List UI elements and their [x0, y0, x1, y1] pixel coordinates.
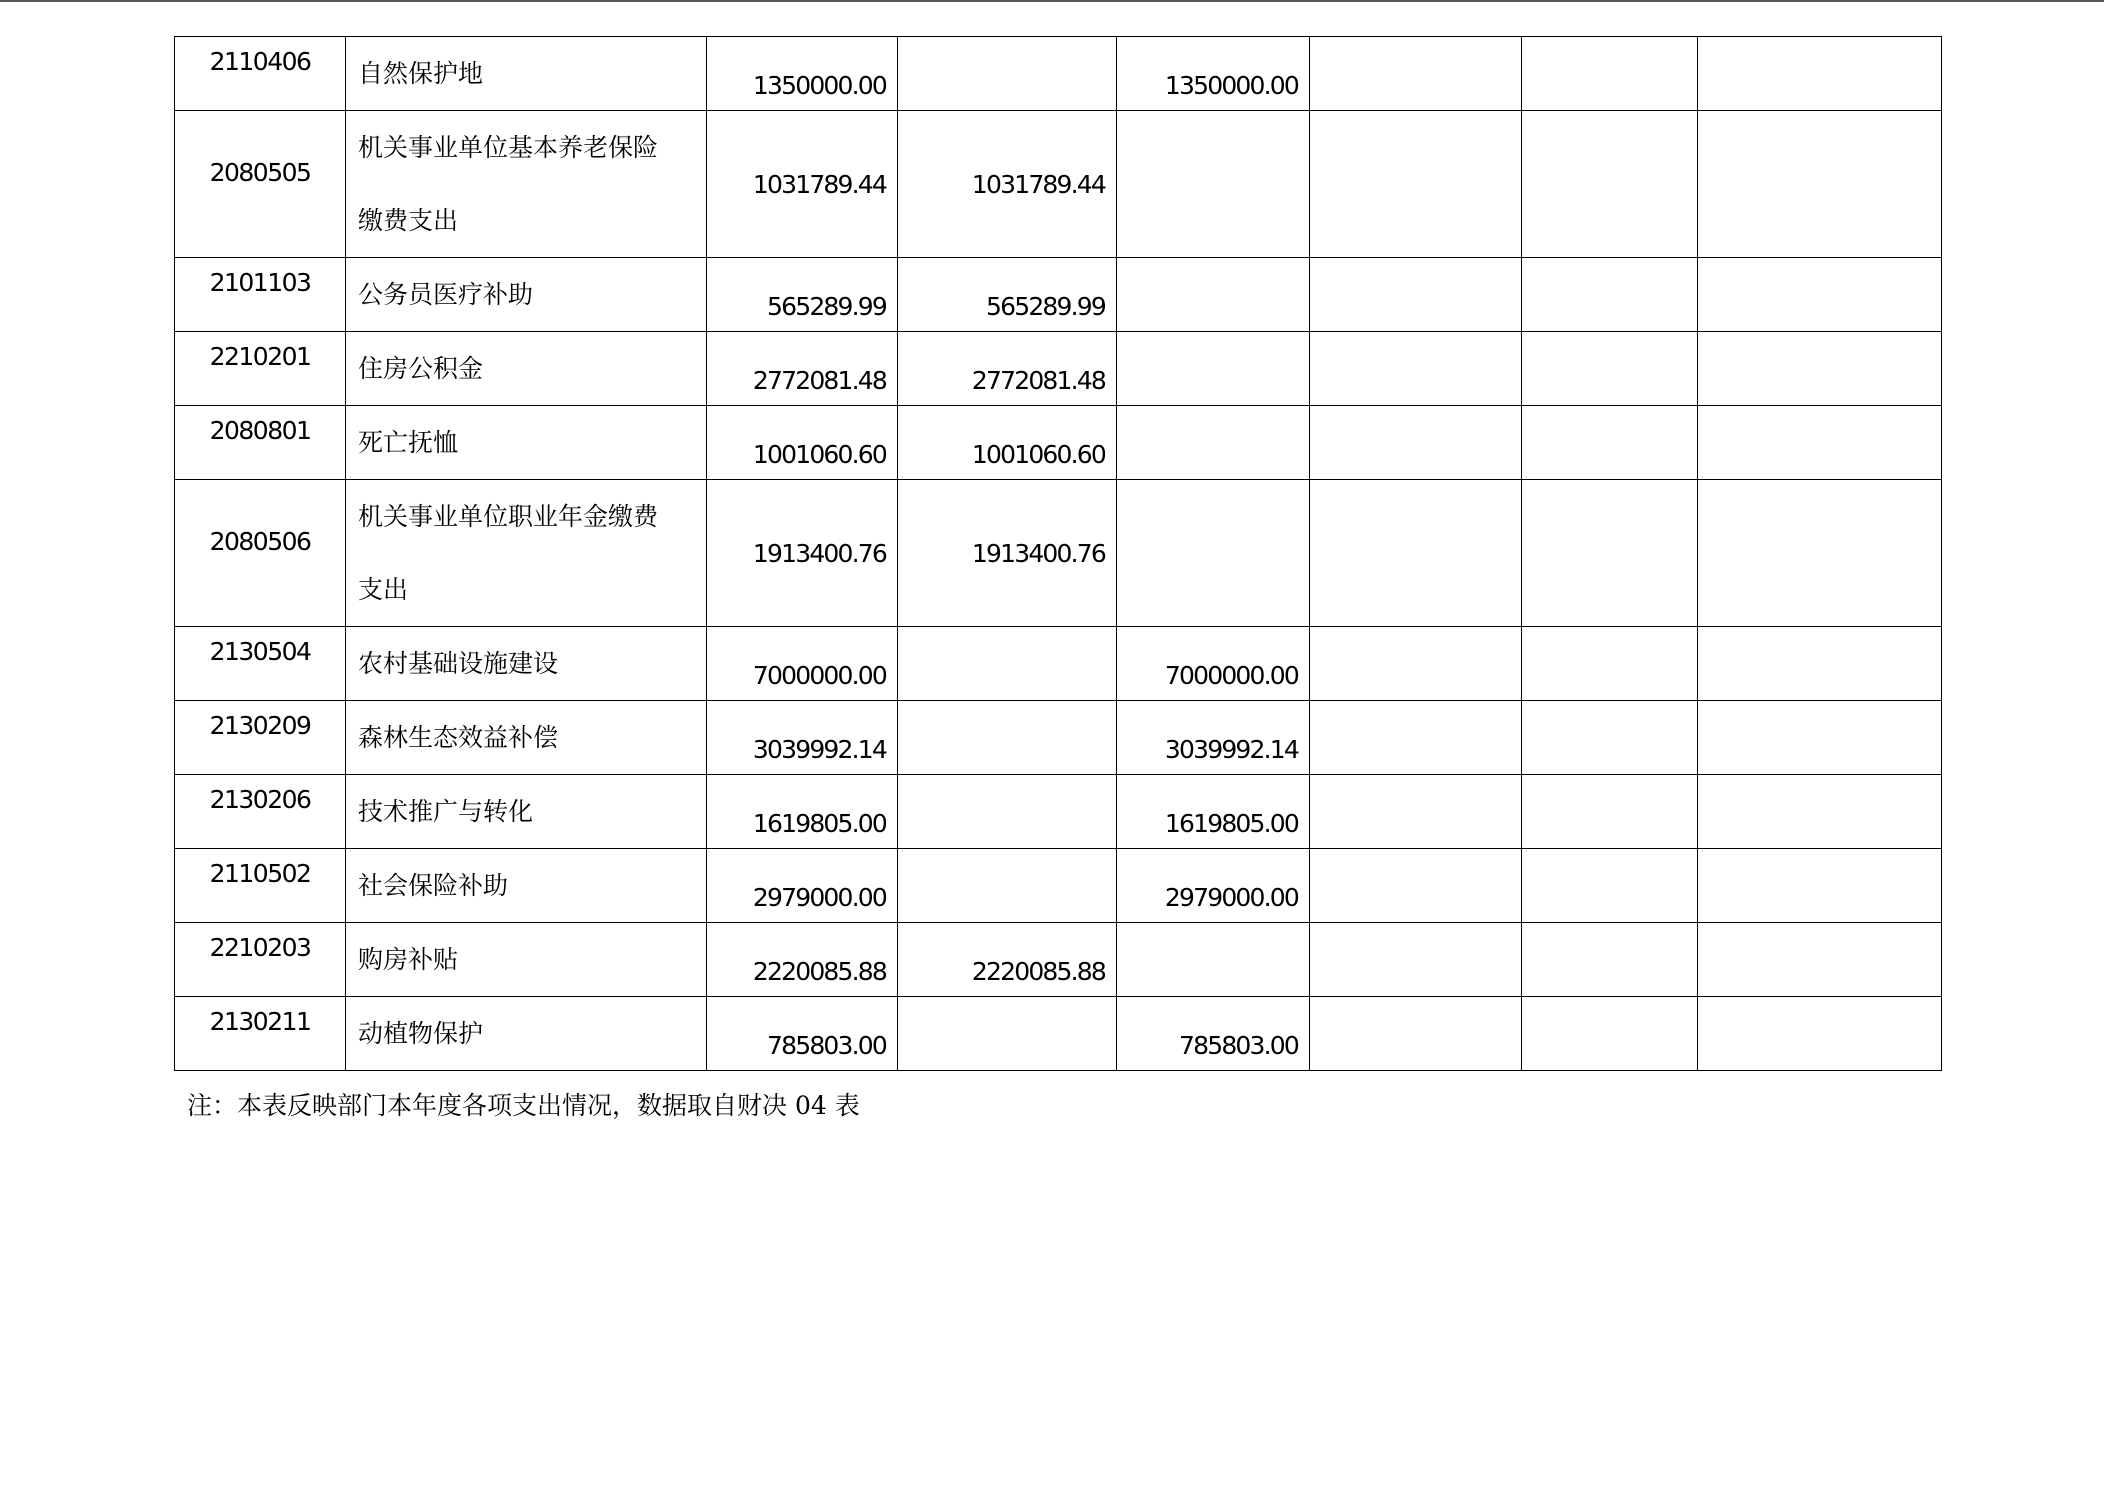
- table-row: [175, 997, 1942, 1071]
- cell-project: [1117, 923, 1310, 997]
- cell-col8: [1698, 406, 1942, 480]
- cell-col8: [1698, 111, 1942, 258]
- cell-col6: [1310, 923, 1522, 997]
- table-row: [175, 37, 1942, 111]
- cell-subject-code-text: 2130206: [209, 785, 311, 814]
- cell-basic: [898, 627, 1117, 701]
- cell-project: [1117, 258, 1310, 332]
- cell-subject-name: [346, 111, 707, 258]
- cell-project: [1117, 627, 1310, 701]
- cell-total: [707, 627, 898, 701]
- cell-col6: [1310, 627, 1522, 701]
- cell-subject-name: [346, 406, 707, 480]
- cell-subject-code: [175, 37, 346, 111]
- cell-subject-code-text: 2210201: [209, 342, 311, 371]
- cell-subject-name: [346, 332, 707, 406]
- cell-project: [1117, 997, 1310, 1071]
- cell-subject-code: [175, 111, 346, 258]
- cell-subject-name: [346, 701, 707, 775]
- cell-col6: [1310, 701, 1522, 775]
- cell-col8: [1698, 37, 1942, 111]
- cell-basic: [898, 258, 1117, 332]
- cell-basic: [898, 997, 1117, 1071]
- cell-total-text: 1031789.44: [752, 169, 886, 199]
- cell-project-text: 3039992.14: [1164, 735, 1298, 764]
- cell-subject-code: [175, 258, 346, 332]
- cell-subject-name: [346, 923, 707, 997]
- cell-col7: [1522, 37, 1698, 111]
- cell-col7: [1522, 775, 1698, 849]
- cell-total-text: 565289.99: [767, 292, 886, 321]
- subject-name-line: 自然保护地: [358, 59, 484, 88]
- cell-subject-name: [346, 37, 707, 111]
- subject-name-line: 缴费支出: [358, 206, 459, 235]
- cell-total-text: 2979000.00: [752, 883, 886, 912]
- cell-total-text: 2772081.48: [752, 366, 886, 395]
- cell-total-text: 7000000.00: [752, 661, 886, 690]
- cell-total-text: 2220085.88: [752, 957, 886, 986]
- subject-name-line: 支出: [358, 575, 409, 604]
- table-row: [175, 701, 1942, 775]
- cell-total-text: 3039992.14: [752, 735, 886, 764]
- cell-subject-code-text: 2130209: [209, 711, 311, 740]
- cell-total: [707, 258, 898, 332]
- table-row: [175, 923, 1942, 997]
- cell-project: [1117, 37, 1310, 111]
- cell-subject-name: [346, 775, 707, 849]
- subject-name-line: 社会保险补助: [358, 871, 509, 900]
- cell-project: [1117, 775, 1310, 849]
- cell-subject-code: [175, 480, 346, 627]
- cell-col8: [1698, 923, 1942, 997]
- subject-name-line: 技术推广与转化: [358, 797, 534, 826]
- cell-col6: [1310, 111, 1522, 258]
- cell-col6: [1310, 849, 1522, 923]
- cell-col7: [1522, 111, 1698, 258]
- cell-total: [707, 923, 898, 997]
- cell-col6: [1310, 258, 1522, 332]
- subject-name-line: 购房补贴: [358, 945, 459, 974]
- cell-project-text: 1619805.00: [1164, 809, 1298, 838]
- cell-subject-name: [346, 849, 707, 923]
- table-row: [175, 849, 1942, 923]
- cell-subject-name: [346, 258, 707, 332]
- cell-basic-text: 1001060.60: [971, 440, 1105, 469]
- subject-name-line: 机关事业单位基本养老保险: [358, 133, 659, 162]
- cell-project: [1117, 332, 1310, 406]
- cell-basic: [898, 849, 1117, 923]
- cell-subject-code: [175, 775, 346, 849]
- cell-total-text: 1619805.00: [752, 809, 886, 838]
- cell-total: [707, 406, 898, 480]
- cell-total-text: 1913400.76: [752, 538, 886, 568]
- cell-project-text: 7000000.00: [1164, 661, 1298, 690]
- subject-name-line: 动植物保护: [358, 1019, 484, 1048]
- table-row: [175, 258, 1942, 332]
- cell-subject-name: [346, 627, 707, 701]
- cell-subject-name: [346, 480, 707, 627]
- cell-project-text: 1350000.00: [1164, 71, 1298, 100]
- cell-basic: [898, 37, 1117, 111]
- subject-name-line: 农村基础设施建设: [358, 649, 559, 678]
- cell-subject-code-text: 2101103: [209, 268, 311, 297]
- cell-project: [1117, 111, 1310, 258]
- cell-subject-code: [175, 923, 346, 997]
- cell-col7: [1522, 480, 1698, 627]
- cell-total: [707, 332, 898, 406]
- cell-col6: [1310, 775, 1522, 849]
- cell-total-text: 1001060.60: [752, 440, 886, 469]
- table-row: [175, 406, 1942, 480]
- cell-subject-code-text: 2130504: [209, 637, 311, 666]
- cell-subject-code: [175, 701, 346, 775]
- cell-basic: [898, 480, 1117, 627]
- cell-subject-code: [175, 997, 346, 1071]
- cell-subject-code-text: 2080801: [209, 416, 311, 445]
- cell-col7: [1522, 997, 1698, 1071]
- cell-subject-code-text: 2080506: [209, 526, 311, 556]
- subject-name-line: 住房公积金: [358, 354, 484, 383]
- table-row: [175, 332, 1942, 406]
- subject-name-line: 机关事业单位职业年金缴费: [358, 502, 659, 531]
- table-row: [175, 775, 1942, 849]
- cell-col7: [1522, 849, 1698, 923]
- cell-col8: [1698, 332, 1942, 406]
- cell-basic: [898, 775, 1117, 849]
- cell-subject-code: [175, 332, 346, 406]
- cell-col8: [1698, 701, 1942, 775]
- subject-name-line: 公务员医疗补助: [358, 280, 534, 309]
- cell-project: [1117, 701, 1310, 775]
- cell-project: [1117, 849, 1310, 923]
- cell-col8: [1698, 997, 1942, 1071]
- subject-name-line: 死亡抚恤: [358, 428, 459, 457]
- cell-total: [707, 997, 898, 1071]
- cell-total: [707, 111, 898, 258]
- cell-total: [707, 701, 898, 775]
- cell-basic: [898, 406, 1117, 480]
- cell-project-text: 785803.00: [1179, 1031, 1298, 1060]
- cell-basic: [898, 923, 1117, 997]
- cell-basic: [898, 111, 1117, 258]
- cell-col7: [1522, 627, 1698, 701]
- table-body: [175, 37, 1942, 1071]
- cell-col7: [1522, 701, 1698, 775]
- cell-basic-text: 2220085.88: [971, 957, 1105, 986]
- cell-project: [1117, 406, 1310, 480]
- cell-basic-text: 1031789.44: [971, 169, 1105, 199]
- cell-basic-text: 1913400.76: [971, 538, 1105, 568]
- cell-subject-code: [175, 406, 346, 480]
- cell-col8: [1698, 258, 1942, 332]
- cell-subject-code: [175, 849, 346, 923]
- cell-basic-text: 565289.99: [986, 292, 1105, 321]
- cell-col8: [1698, 480, 1942, 627]
- cell-subject-code-text: 2130211: [209, 1007, 311, 1036]
- cell-col7: [1522, 332, 1698, 406]
- cell-total: [707, 849, 898, 923]
- cell-col6: [1310, 997, 1522, 1071]
- cell-total: [707, 480, 898, 627]
- cell-col8: [1698, 627, 1942, 701]
- cell-total-text: 1350000.00: [752, 71, 886, 100]
- cell-basic: [898, 701, 1117, 775]
- cell-basic: [898, 332, 1117, 406]
- cell-subject-code-text: 2110406: [209, 47, 311, 76]
- cell-subject-code-text: 2110502: [209, 859, 311, 888]
- cell-col6: [1310, 406, 1522, 480]
- cell-col8: [1698, 775, 1942, 849]
- cell-col8: [1698, 849, 1942, 923]
- cell-col7: [1522, 406, 1698, 480]
- cell-subject-code: [175, 627, 346, 701]
- cell-basic-text: 2772081.48: [971, 366, 1105, 395]
- table-row: [175, 627, 1942, 701]
- cell-total: [707, 37, 898, 111]
- cell-col6: [1310, 480, 1522, 627]
- expenditure-table: [174, 36, 1942, 1071]
- cell-subject-name: [346, 997, 707, 1071]
- cell-total: [707, 775, 898, 849]
- subject-name-line: 森林生态效益补偿: [358, 723, 559, 752]
- cell-col7: [1522, 258, 1698, 332]
- table-row: [175, 111, 1942, 258]
- cell-total-text: 785803.00: [767, 1031, 886, 1060]
- cell-project-text: 2979000.00: [1164, 883, 1298, 912]
- cell-col6: [1310, 332, 1522, 406]
- cell-col6: [1310, 37, 1522, 111]
- table-footnote: 注：本表反映部门本年度各项支出情况，数据取自财决 04 表: [187, 1091, 860, 1120]
- cell-subject-code-text: 2210203: [209, 933, 311, 962]
- table-row: [175, 480, 1942, 627]
- cell-col7: [1522, 923, 1698, 997]
- page-top-border: [0, 0, 2104, 2]
- cell-subject-code-text: 2080505: [209, 157, 311, 187]
- cell-project: [1117, 480, 1310, 627]
